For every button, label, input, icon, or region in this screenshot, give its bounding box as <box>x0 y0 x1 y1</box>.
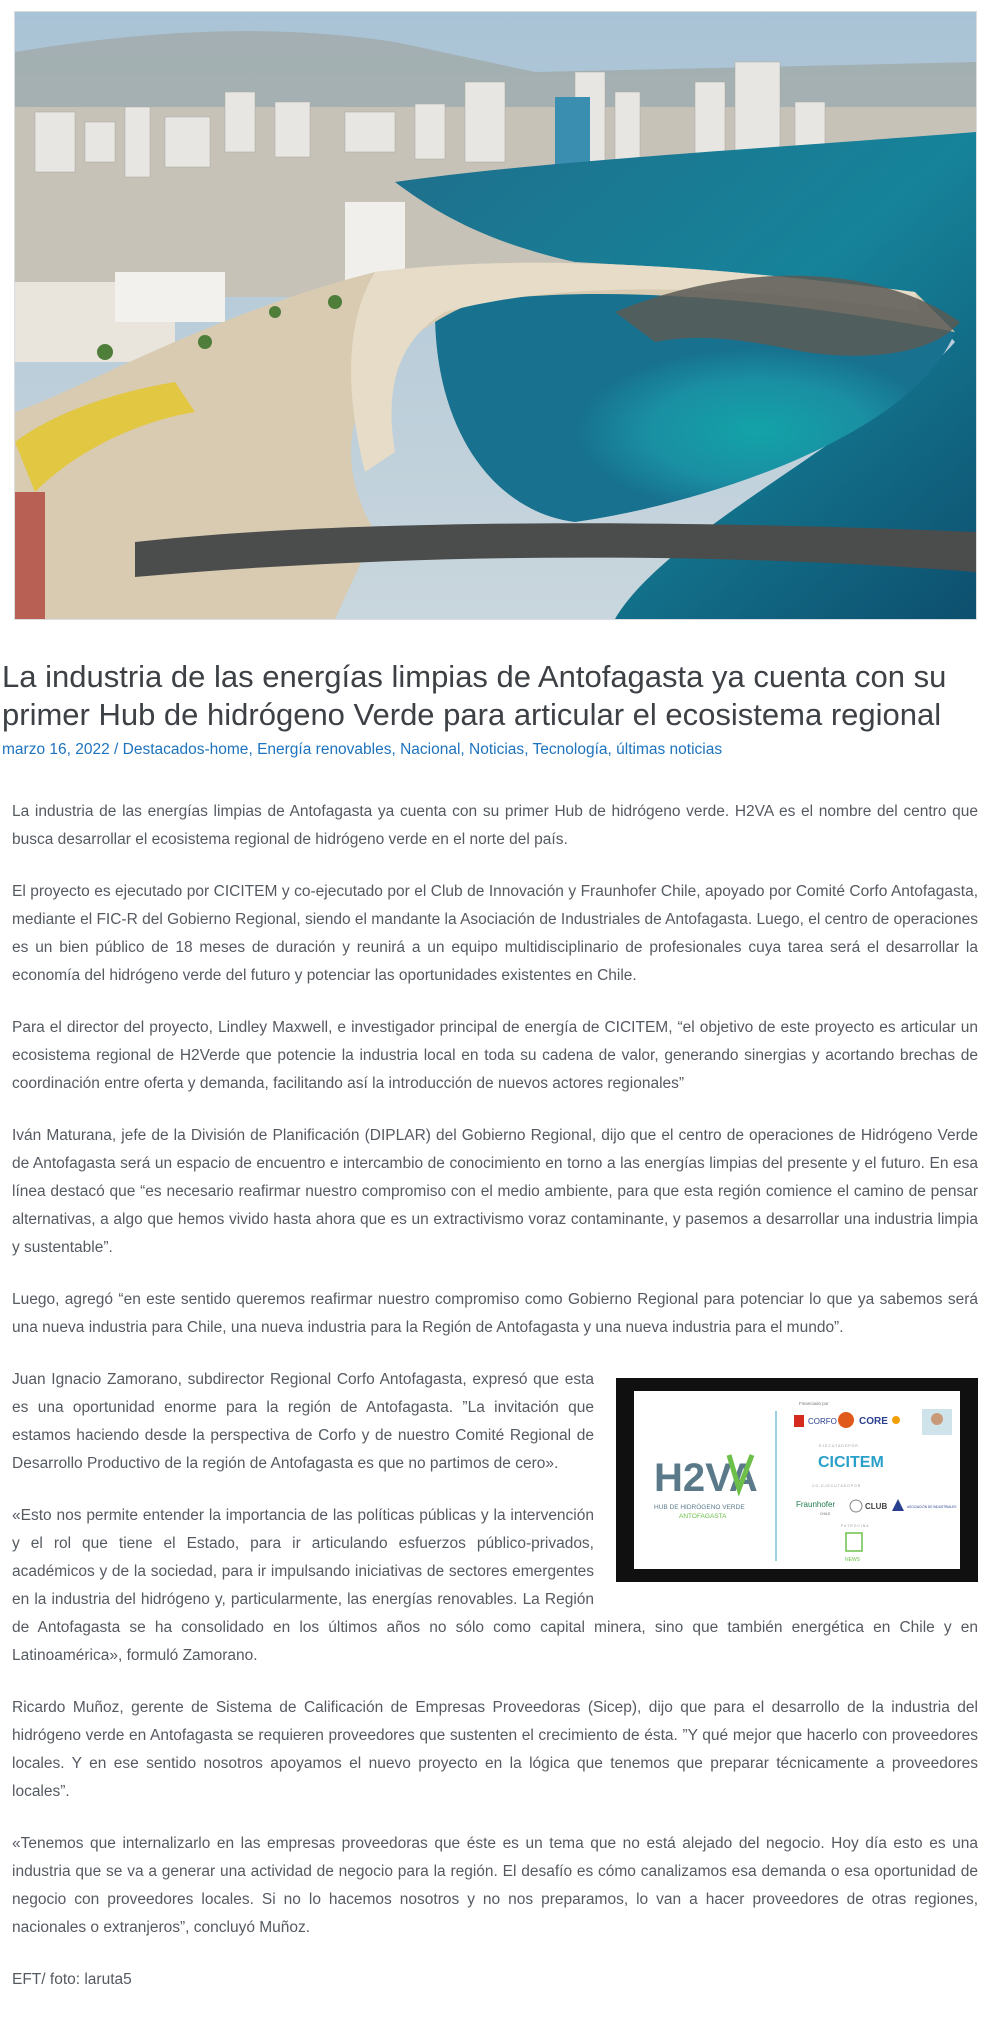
slide-canvas <box>634 1391 960 1569</box>
h2va-logo: H2VA <box>654 1456 758 1500</box>
financed-label: Financiado por <box>799 1401 829 1406</box>
fraunhofer-logo: Fraunhofer <box>796 1500 836 1509</box>
h2va-slide-image <box>616 1378 978 1582</box>
coastline-photo <box>15 12 976 619</box>
h2va-logos-slide <box>634 1391 960 1569</box>
post-date[interactable]: marzo 16, 2022 <box>2 741 110 758</box>
paragraph: «Esto nos permite entender la importancia de las políticas públicas y la intervención y el rol que tiene el Estado, para ir articulando esfuerzos público-privados, académicos y de la sociedad, para ir impulsando iniciativas de sectores emergentes en la industria del hidrógeno y, particularmente, las energías renovables. La Región de Antofagasta se ha consolidado en los últimos años no sólo como capital minera, sino que también energética en Chile y en Latinoamérica», formuló Zamorano. <box>12 1507 978 1664</box>
executed-label: E J E C U T A D O P O R <box>819 1444 858 1448</box>
h2news-logo: NEWS <box>845 1557 860 1563</box>
category-link-destacados[interactable]: Destacados-home <box>122 741 249 758</box>
paragraph: Luego, agregó “en este sentido queremos reafirmar nuestro compromiso como Gobierno Regional para potenciar lo que ya sabemos será una nueva industria para Chile, una nueva industria para la Región de Antofagasta y una nueva industria para el mundo”. <box>12 1291 978 1336</box>
coexecuted-label: C O - E J E C U T A D O P O R <box>812 1484 861 1488</box>
article-body <box>12 798 978 2018</box>
paragraph: Iván Maturana, jefe de la División de Planificación (DIPLAR) del Gobierno Regional, dijo que el centro de operaciones de Hidrógeno Verde de Antofagasta será un espacio de encuentro e intercambio de conocimiento en torno a las energías limpias del presente y el futuro. En esa línea destacó que “es necesario reafirmar nuestro compromiso con el medio ambiente, para que esta región comience el camino de pensar alternativas, a algo que hemos vivido hasta ahora que es un extractivismo voraz contaminante, y pasemos a desarrollar una industria limpia y sustentable”. <box>12 1127 978 1256</box>
fraunhofer-sub: CHILE <box>820 1512 831 1516</box>
sponsor-label: P A T R O C I N A <box>841 1524 869 1528</box>
h2va-sub1: HUB DE HIDRÓGENO VERDE <box>654 1504 745 1511</box>
h2va-sub2: ANTOFAGASTA <box>679 1513 727 1520</box>
hero-image <box>14 11 977 620</box>
category-link-ultimas[interactable]: últimas noticias <box>616 741 723 758</box>
corfo-logo: CORFO <box>808 1417 837 1426</box>
aia-logo: ASOCIACIÓN DE INDUSTRIALES <box>907 1505 957 1509</box>
meta-separator: / <box>109 741 123 758</box>
core-logo: CORE <box>859 1416 888 1427</box>
club-logo: CLUB <box>865 1502 888 1511</box>
paragraph: La industria de las energías limpias de Antofagasta ya cuenta con su primer Hub de hidrógeno verde. H2VA es el nombre del centro que busca desarrollar el ecosistema regional de hidrógeno verde en el norte del país. <box>12 803 978 848</box>
cicitem-logo: CICITEM <box>818 1454 884 1471</box>
paragraph: Ricardo Muñoz, gerente de Sistema de Calificación de Empresas Proveedoras (Sicep), dijo que para el desarrollo de la industria del hidrógeno verde en Antofagasta se requieren proveedores que sustenten el crecimiento de ésta. ”Y qué mejor que hacerlo con proveedores locales. Y en ese sentido nosotros apoyamos el nuevo proyecto en la lógica que tenemos que preparar técnicamente a proveedores locales”. <box>12 1699 978 1800</box>
category-link-tecnologia[interactable]: Tecnología <box>532 741 608 758</box>
photo-credit: EFT/ foto: laruta5 <box>12 1971 132 1988</box>
article-meta: marzo 16, 2022 / Destacados-home, Energía renovables, Nacional, Noticias, Tecnología, últimas noticias <box>2 741 723 758</box>
category-link-energia[interactable]: Energía renovables <box>257 741 392 758</box>
paragraph: «Tenemos que internalizarlo en las empresas proveedoras que éste es un tema que no está alejado del negocio. Hoy día esto es una industria que se va a generar una actividad de negocio para la región. El desafío es cómo canalizamos esa demanda o esa oportunidad de negocio con proveedores locales. Si no lo hacemos nosotros y no nos preparamos, lo van a hacer proveedores de otras regiones, nacionales o extranjeros”, concluyó Muñoz. <box>12 1835 978 1936</box>
paragraph: Para el director del proyecto, Lindley Maxwell, e investigador principal de energía de CICITEM, “el objetivo de este proyecto es articular un ecosistema regional de H2Verde que potencie la industria local en toda su cadena de valor, generando sinergias y acortando brechas de coordinación entre oferta y demanda, facilitando así la introducción de nuevos actores regionales” <box>12 1019 978 1092</box>
paragraph: El proyecto es ejecutado por CICITEM y co-ejecutado por el Club de Innovación y Fraunhofer Chile, apoyado por Comité Corfo Antofagasta, mediante el FIC-R del Gobierno Regional, siendo el mandante la Asociación de Industriales de Antofagasta. Luego, el centro de operaciones es un bien público de 18 meses de duración y reunirá a un equipo multidisciplinario de profesionales cuya tarea será el desarrollar la economía del hidrógeno verde del futuro y potenciar las oportunidades existentes en Chile. <box>12 883 978 984</box>
category-link-noticias[interactable]: Noticias <box>469 741 525 758</box>
paragraph: Juan Ignacio Zamorano, subdirector Regional Corfo Antofagasta, expresó que esta es una oportunidad enorme para la región de Antofagasta. ”La invitación que estamos haciendo desde la perspectiva de Corfo y de nuestro Comité Regional de Desarrollo Productivo de la región de Antofagasta es que no partimos de cero». <box>12 1371 594 1472</box>
category-link-nacional[interactable]: Nacional <box>400 741 461 758</box>
article-title: La industria de las energías limpias de Antofagasta ya cuenta con su primer Hub de hidrógeno Verde para articular el ecosistema regional <box>2 659 947 732</box>
